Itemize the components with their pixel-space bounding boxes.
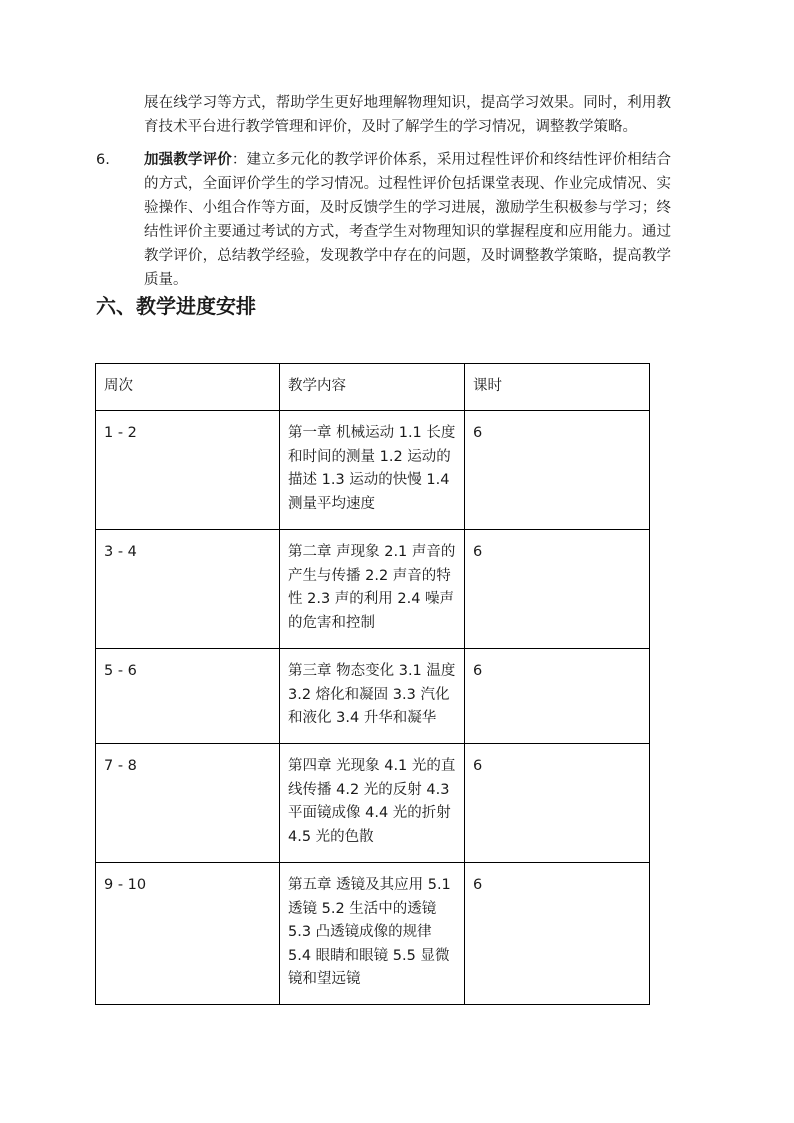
header-hours: 课时 [465, 364, 650, 411]
schedule-table [95, 363, 650, 1005]
table-row [96, 863, 650, 1005]
cell-week: 5 - 6 [96, 649, 280, 744]
cell-hours: 6 [465, 863, 650, 1005]
cell-hours: 6 [465, 744, 650, 863]
table-row [96, 649, 650, 744]
section-heading: 六、教学进度安排 [96, 294, 256, 318]
cell-week: 1 - 2 [96, 411, 280, 530]
cell-content: 第四章 光现象 4.1 光的直线传播 4.2 光的反射 4.3 平面镜成像 4.4 光的折射 4.5 光的色散 [280, 744, 465, 863]
cell-content: 第五章 透镜及其应用 5.1 透镜 5.2 生活中的透镜 5.3 凸透镜成像的规律 5.4 眼睛和眼镜 5.5 显微镜和望远镜 [280, 863, 465, 1005]
table-row [96, 411, 650, 530]
header-content: 教学内容 [280, 364, 465, 411]
cell-week: 9 - 10 [96, 863, 280, 1005]
cell-content: 第三章 物态变化 3.1 温度 3.2 熔化和凝固 3.3 汽化和液化 3.4 升华和凝华 [280, 649, 465, 744]
list-item-number: 6. [96, 152, 110, 168]
cell-hours: 6 [465, 411, 650, 530]
table-header-row [96, 364, 650, 411]
continuation-paragraph: 展在线学习等方式，帮助学生更好地理解物理知识，提高学习效果。同时，利用教育技术平台进行教学管理和评价，及时了解学生的学习情况，调整教学策略。 [144, 95, 671, 135]
cell-week: 3 - 4 [96, 530, 280, 649]
list-item-title: 加强教学评价 [144, 152, 232, 168]
table-row [96, 744, 650, 863]
header-week: 周次 [96, 364, 280, 411]
list-item-6 [96, 148, 671, 292]
cell-week: 7 - 8 [96, 744, 280, 863]
list-item-text: ：建立多元化的教学评价体系，采用过程性评价和终结性评价相结合的方式，全面评价学生的学习情况。过程性评价包括课堂表现、作业完成情况、实验操作、小组合作等方面，及时反馈学生的学习进展，激励学生积极参与学习；终结性评价主要通过考试的方式，考查学生对物理知识的掌握程度和应用能力。通过教学评价，总结教学经验，发现教学中存在的问题，及时调整教学策略，提高教学质量。 [144, 152, 671, 288]
list-item-body [144, 148, 671, 292]
cell-hours: 6 [465, 649, 650, 744]
cell-hours: 6 [465, 530, 650, 649]
cell-content: 第一章 机械运动 1.1 长度和时间的测量 1.2 运动的描述 1.3 运动的快慢 1.4 测量平均速度 [280, 411, 465, 530]
cell-content: 第二章 声现象 2.1 声音的产生与传播 2.2 声音的特性 2.3 声的利用 2.4 噪声的危害和控制 [280, 530, 465, 649]
table-row [96, 530, 650, 649]
